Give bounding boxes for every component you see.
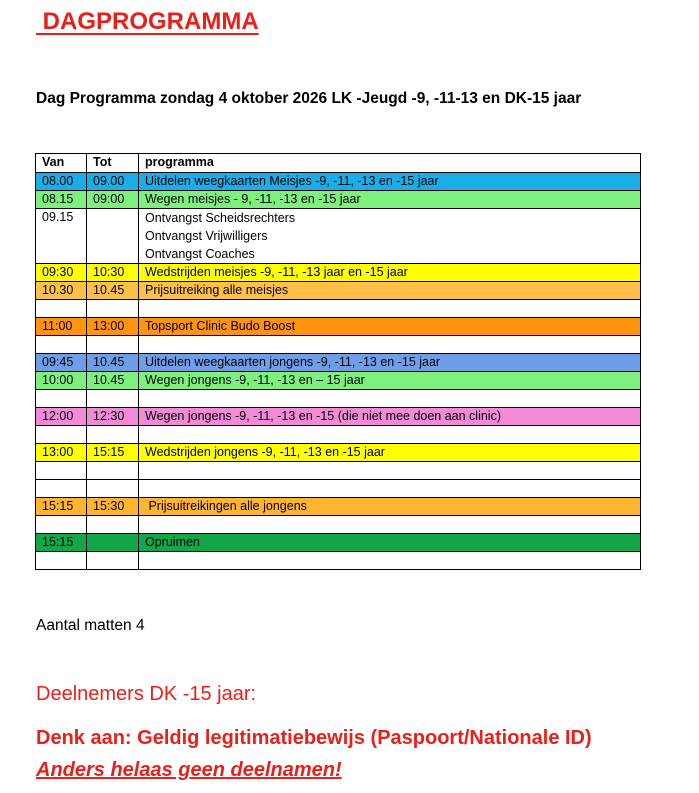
table-row [36, 318, 641, 336]
cell-programma [139, 372, 641, 390]
cell-tot [87, 534, 139, 552]
cell-programma [139, 408, 641, 426]
program-line: Wegen jongens -9, -11, -13 en – 15 jaar [145, 373, 365, 387]
cell-programma [139, 534, 641, 552]
table-row [36, 444, 641, 462]
table-row [36, 534, 641, 552]
program-line: Topsport Clinic Budo Boost [145, 319, 296, 333]
program-line: Ontvangst Vrijwilligers [145, 229, 268, 243]
cell-van: 09:30 [36, 264, 87, 282]
table-row [36, 516, 641, 534]
cell-programma [139, 462, 641, 480]
program-line: Prijsuitreikingen alle jongens [145, 499, 307, 513]
program-line: Wedstrijden jongens -9, -11, -13 en -15 jaar [145, 445, 385, 459]
cell-tot [87, 209, 139, 264]
cell-van: 09:45 [36, 354, 87, 372]
cell-programma [139, 498, 641, 516]
cell-programma [139, 336, 641, 354]
table-header-row [36, 154, 641, 173]
cell-programma [139, 480, 641, 498]
cell-programma [139, 191, 641, 209]
cell-van: 13:00 [36, 444, 87, 462]
cell-van: 11:00 [36, 318, 87, 336]
table-row [36, 282, 641, 300]
program-line: Uitdelen weegkaarten Meisjes -9, -11, -13 en -15 jaar [145, 174, 439, 188]
table-row [36, 552, 641, 570]
page-title: DAGPROGRAMMA [36, 8, 259, 35]
cell-programma [139, 390, 641, 408]
cell-van: 15:15 [36, 498, 87, 516]
cell-tot: 10.45 [87, 372, 139, 390]
cell-programma [139, 173, 641, 191]
program-line: Ontvangst Scheidsrechters [145, 211, 296, 225]
cell-tot [87, 390, 139, 408]
cell-van: 10:00 [36, 372, 87, 390]
cell-van: 08.15 [36, 191, 87, 209]
cell-tot [87, 462, 139, 480]
cell-van [36, 516, 87, 534]
cell-programma [139, 444, 641, 462]
cell-tot: 12:30 [87, 408, 139, 426]
program-line: Ontvangst Coaches [145, 247, 255, 261]
no-participation-warning: Anders helaas geen deelnamen! [36, 759, 342, 781]
cell-tot [87, 480, 139, 498]
cell-van: 09.15 [36, 209, 87, 264]
cell-van [36, 462, 87, 480]
cell-programma [139, 354, 641, 372]
cell-van [36, 300, 87, 318]
table-row [36, 498, 641, 516]
cell-programma [139, 426, 641, 444]
table-row [36, 191, 641, 209]
program-line: Wegen meisjes - 9, -11, -13 en -15 jaar [145, 192, 361, 206]
cell-tot: 10.45 [87, 282, 139, 300]
cell-van [36, 480, 87, 498]
program-line: Wegen jongens -9, -11, -13 en -15 (die niet mee doen aan clinic) [145, 409, 501, 423]
table-row [36, 173, 641, 191]
table-row [36, 390, 641, 408]
cell-programma [139, 300, 641, 318]
cell-tot [87, 300, 139, 318]
program-line: Uitdelen weegkaarten jongens -9, -11, -13 en -15 jaar [145, 355, 441, 369]
cell-van [36, 390, 87, 408]
cell-tot: 09.00 [87, 173, 139, 191]
cell-van [36, 336, 87, 354]
cell-van: 15:15 [36, 534, 87, 552]
cell-programma [139, 516, 641, 534]
header-tot: Tot [87, 154, 139, 173]
program-line: Opruimen [145, 535, 200, 549]
schedule-table [35, 153, 641, 570]
cell-tot [87, 516, 139, 534]
id-reminder-text: Denk aan: Geldig legitimatiebewijs (Paspoort/Nationale ID) [36, 727, 592, 749]
header-programma: programma [139, 154, 641, 173]
table-row [36, 462, 641, 480]
cell-tot [87, 336, 139, 354]
table-row [36, 480, 641, 498]
cell-tot [87, 426, 139, 444]
cell-tot [87, 552, 139, 570]
cell-van: 12:00 [36, 408, 87, 426]
cell-programma [139, 318, 641, 336]
cell-tot: 15:15 [87, 444, 139, 462]
program-line: Prijsuitreiking alle meisjes [145, 283, 289, 297]
table-row [36, 209, 641, 264]
participants-heading: Deelnemers DK -15 jaar: [36, 683, 257, 705]
cell-programma [139, 552, 641, 570]
program-subtitle: Dag Programma zondag 4 oktober 2026 LK -Jeugd -9, -11-13 en DK-15 jaar [36, 90, 582, 107]
cell-programma [139, 282, 641, 300]
table-row [36, 336, 641, 354]
table-row [36, 426, 641, 444]
table-row [36, 354, 641, 372]
cell-van: 08.00 [36, 173, 87, 191]
cell-tot: 13:00 [87, 318, 139, 336]
schedule-body [36, 173, 641, 570]
mat-count-text: Aantal matten 4 [36, 617, 145, 634]
cell-van [36, 552, 87, 570]
cell-tot: 09:00 [87, 191, 139, 209]
cell-programma [139, 209, 641, 264]
cell-van: 10.30 [36, 282, 87, 300]
table-row [36, 372, 641, 390]
table-row [36, 408, 641, 426]
cell-programma [139, 264, 641, 282]
program-line: Wedstrijden meisjes -9, -11, -13 jaar en -15 jaar [145, 265, 408, 279]
table-row [36, 264, 641, 282]
cell-tot: 15:30 [87, 498, 139, 516]
table-row [36, 300, 641, 318]
cell-tot: 10.45 [87, 354, 139, 372]
cell-tot: 10:30 [87, 264, 139, 282]
cell-van [36, 426, 87, 444]
header-van: Van [36, 154, 87, 173]
